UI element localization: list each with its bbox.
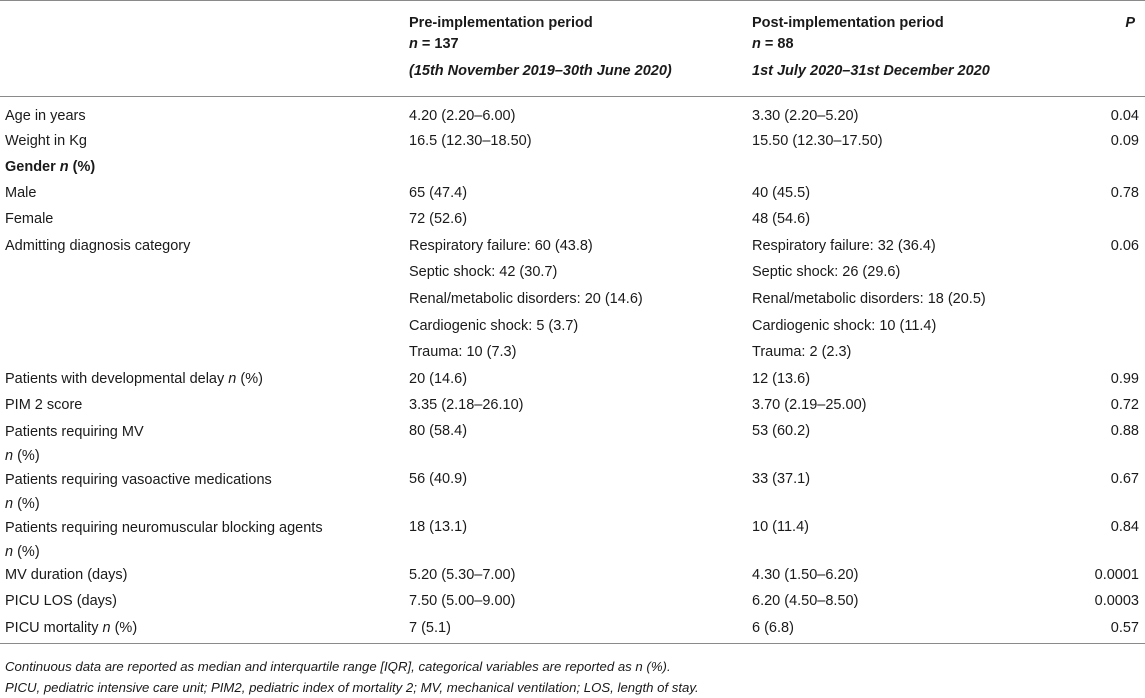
row-label xyxy=(5,394,82,416)
row-label-text: Patients requiring MV xyxy=(5,424,144,440)
pre-value: Renal/metabolic disorders: 20 (14.6) xyxy=(409,291,643,307)
row-label-suffix: (%) xyxy=(13,496,40,512)
row-label-text: Admitting diagnosis category xyxy=(5,238,191,254)
post-value: 10 (11.4) xyxy=(752,519,809,535)
row-label-n: n xyxy=(5,496,14,512)
post-value: 48 (54.6) xyxy=(752,211,811,227)
header-post xyxy=(752,13,990,82)
row-label-text: Female xyxy=(5,211,54,227)
p-value: 0.57 xyxy=(1110,620,1139,636)
bottom-rule xyxy=(0,643,1145,644)
header-pre-n-label: n xyxy=(409,36,418,52)
row-label-n: n xyxy=(59,159,69,175)
row-label-suffix: (%) xyxy=(13,544,40,560)
row-label xyxy=(5,156,95,178)
p-value: 0.04 xyxy=(1110,108,1139,124)
p-value: 0.88 xyxy=(1110,423,1139,439)
post-value: Trauma: 2 (2.3) xyxy=(752,344,852,360)
header-post-n-label: n xyxy=(752,36,761,52)
row-label-text: Male xyxy=(5,185,37,201)
footnote-1: Continuous data are reported as median and interquartile range [IQR], categorical variables are reported as n (%). xyxy=(5,659,671,674)
row-label-text: Patients requiring neuromuscular blocking agents xyxy=(5,520,323,536)
pre-value: 80 (58.4) xyxy=(409,423,468,439)
row-label-suffix: (%) xyxy=(68,159,96,175)
post-value: 15.50 (12.30–17.50) xyxy=(752,133,883,149)
table-header xyxy=(0,0,1145,96)
p-value: 0.67 xyxy=(1110,471,1139,487)
p-value: 0.99 xyxy=(1110,371,1139,387)
p-value: 0.06 xyxy=(1110,238,1139,254)
post-value: 53 (60.2) xyxy=(752,423,811,439)
row-label xyxy=(5,420,144,468)
row-label-text: Weight in Kg xyxy=(5,133,87,149)
row-label-text: PICU mortality xyxy=(5,620,99,636)
post-value: 33 (37.1) xyxy=(752,471,811,487)
row-label xyxy=(5,590,117,612)
header-p: P xyxy=(1125,15,1135,31)
pre-value: 7.50 (5.00–9.00) xyxy=(409,593,516,609)
pre-value: 65 (47.4) xyxy=(409,185,468,201)
pre-value: Cardiogenic shock: 5 (3.7) xyxy=(409,318,579,334)
pre-value: 56 (40.9) xyxy=(409,471,468,487)
post-value: 6 (6.8) xyxy=(752,620,794,636)
row-label-suffix: (%) xyxy=(236,371,263,387)
row-label xyxy=(5,235,190,257)
header-post-title: Post-implementation period xyxy=(752,15,944,31)
pre-value: Trauma: 10 (7.3) xyxy=(409,344,517,360)
header-pre-title: Pre-implementation period xyxy=(409,15,593,31)
row-label-text: PIM 2 score xyxy=(5,397,83,413)
pre-value: 72 (52.6) xyxy=(409,211,468,227)
pre-value: 3.35 (2.18–26.10) xyxy=(409,397,524,413)
header-rule xyxy=(0,96,1145,97)
post-value: Septic shock: 26 (29.6) xyxy=(752,264,901,280)
post-value: 6.20 (4.50–8.50) xyxy=(752,593,859,609)
row-label xyxy=(5,516,323,564)
header-pre-n-value: = 137 xyxy=(417,36,459,52)
row-label-text: Age in years xyxy=(5,108,86,124)
pre-value: 7 (5.1) xyxy=(409,620,451,636)
header-post-dates: 1st July 2020–31st December 2020 xyxy=(752,63,990,79)
p-value: 0.72 xyxy=(1110,397,1139,413)
post-value: 4.30 (1.50–6.20) xyxy=(752,567,859,583)
post-value: 40 (45.5) xyxy=(752,185,811,201)
post-value: Cardiogenic shock: 10 (11.4) xyxy=(752,318,937,334)
pre-value: Respiratory failure: 60 (43.8) xyxy=(409,238,593,254)
header-pre xyxy=(409,13,672,82)
p-value: 0.0001 xyxy=(1094,567,1139,583)
p-value: 0.78 xyxy=(1110,185,1139,201)
header-pre-n xyxy=(409,34,672,55)
pre-value: 16.5 (12.30–18.50) xyxy=(409,133,532,149)
row-label xyxy=(5,468,272,516)
row-label-text: Patients requiring vasoactive medications xyxy=(5,472,272,488)
row-label-suffix: (%) xyxy=(13,448,40,464)
row-label-n: n xyxy=(5,544,14,560)
row-label xyxy=(5,130,87,152)
post-value: Renal/metabolic disorders: 18 (20.5) xyxy=(752,291,986,307)
row-label xyxy=(5,564,128,586)
post-value: 3.70 (2.19–25.00) xyxy=(752,397,867,413)
row-label-n: n xyxy=(228,371,237,387)
pre-value: 18 (13.1) xyxy=(409,519,468,535)
header-post-n xyxy=(752,34,990,55)
pre-value: Septic shock: 42 (30.7) xyxy=(409,264,558,280)
header-post-n-value: = 88 xyxy=(760,36,794,52)
row-label-suffix: (%) xyxy=(110,620,138,636)
row-label-n: n xyxy=(5,448,14,464)
row-label-text: Patients with developmental delay xyxy=(5,371,225,387)
post-value: 12 (13.6) xyxy=(752,371,811,387)
post-value: 3.30 (2.20–5.20) xyxy=(752,108,859,124)
row-label-text: Gender xyxy=(5,159,56,175)
footnote-2: PICU, pediatric intensive care unit; PIM2, pediatric index of mortality 2; MV, mechanical ventilation; LOS, length of stay. xyxy=(5,680,699,695)
row-label xyxy=(5,617,137,639)
pre-value: 5.20 (5.30–7.00) xyxy=(409,567,516,583)
row-label-text: MV duration (days) xyxy=(5,567,128,583)
pre-value: 20 (14.6) xyxy=(409,371,468,387)
pre-value: 4.20 (2.20–6.00) xyxy=(409,108,516,124)
row-label xyxy=(5,105,86,127)
row-label xyxy=(5,182,36,204)
row-label-n: n xyxy=(102,620,111,636)
p-value: 0.0003 xyxy=(1094,593,1139,609)
row-label xyxy=(5,368,263,390)
row-label-text: PICU LOS (days) xyxy=(5,593,117,609)
header-pre-dates: (15th November 2019–30th June 2020) xyxy=(409,63,672,79)
post-value: Respiratory failure: 32 (36.4) xyxy=(752,238,936,254)
p-value: 0.84 xyxy=(1110,519,1139,535)
row-label xyxy=(5,208,53,230)
p-value: 0.09 xyxy=(1110,133,1139,149)
